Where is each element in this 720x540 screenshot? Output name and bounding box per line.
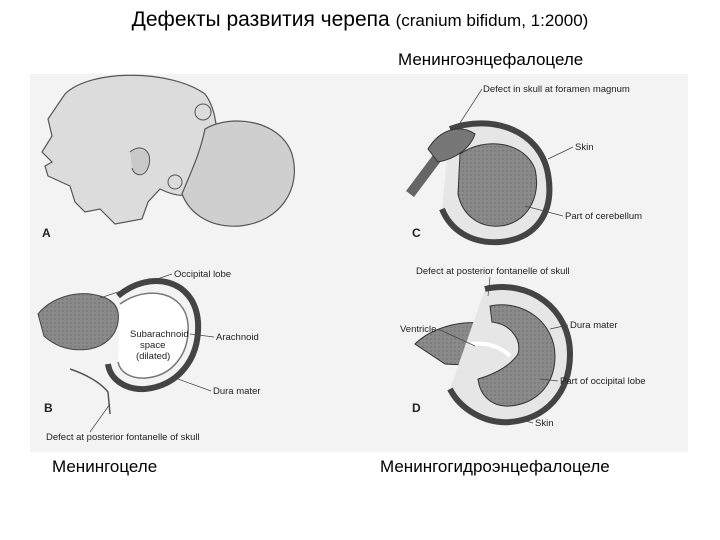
label-part-occipital: Part of occipital lobe	[560, 376, 646, 387]
leader-arachnoid	[190, 334, 214, 337]
label-skin-c: Skin	[575, 142, 594, 153]
panel-letter-d: D	[412, 401, 421, 415]
leader-skin-c	[548, 147, 573, 159]
panel-d	[400, 266, 646, 429]
diagram-figure	[30, 74, 688, 452]
label-defect-posterior-d: Defect at posterior fontanelle of skull	[416, 266, 570, 277]
caption-meningoencephalocele: Менингоэнцефалоцеле	[398, 50, 584, 69]
label-occipital-lobe: Occipital lobe	[174, 269, 232, 280]
label-ventricle: Ventricle	[400, 324, 437, 335]
title-main: Дефекты развития черепа	[131, 8, 390, 31]
panel-a	[42, 75, 294, 240]
label-space: space	[140, 340, 166, 351]
label-dura-mater-b: Dura mater	[213, 386, 261, 397]
leader-defect-b	[90, 404, 110, 432]
cerebellum-tissue	[458, 144, 537, 226]
panel-letter-c: C	[412, 226, 421, 240]
title-sub: (cranium bifidum, 1:2000)	[395, 11, 589, 30]
skin-layer-b	[70, 369, 110, 414]
ear-shape	[130, 148, 150, 175]
panel-letter-a: A	[42, 226, 51, 240]
panel-letter-b: B	[44, 401, 53, 415]
caption-meningohydroencephalocele: Менингогидроэнцефалоцеле	[380, 457, 610, 476]
label-part-cerebellum: Part of cerebellum	[565, 211, 643, 222]
label-dura-mater-d: Dura mater	[570, 320, 618, 331]
page-title	[0, 8, 720, 32]
panel-b	[38, 269, 261, 443]
label-arachnoid: Arachnoid	[216, 332, 259, 343]
leader-dura-b	[178, 379, 211, 391]
diagram-svg	[30, 74, 688, 452]
panel-c	[410, 84, 642, 242]
brain-tissue-b	[38, 294, 118, 350]
label-dilated: (dilated)	[136, 351, 171, 362]
label-subarachnoid: Subarachnoid	[130, 329, 189, 340]
label-defect-posterior-b: Defect at posterior fontanelle of skull	[46, 432, 200, 443]
label-defect-foramen: Defect in skull at foramen magnum	[483, 84, 630, 95]
caption-meningocele: Менингоцеле	[52, 457, 158, 476]
label-skin-d: Skin	[535, 418, 554, 429]
